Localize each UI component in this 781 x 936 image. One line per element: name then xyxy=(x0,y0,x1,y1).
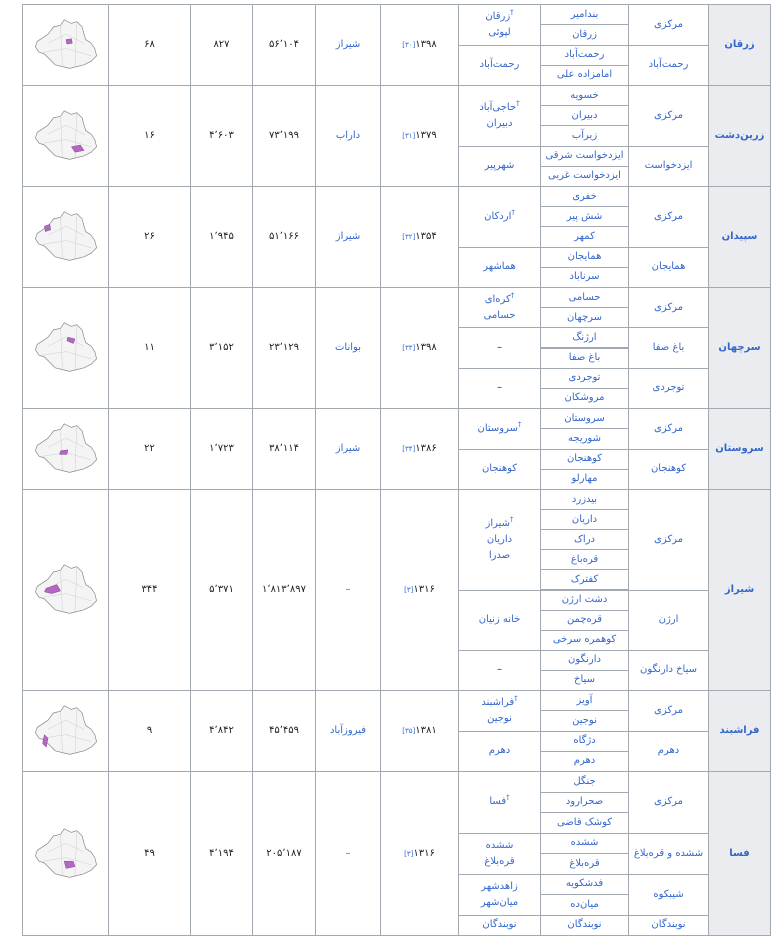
county-map xyxy=(22,4,109,86)
year-text: ۱۳۹۸ xyxy=(415,37,436,53)
district-cities[interactable] xyxy=(458,489,541,591)
district-cities[interactable] xyxy=(458,449,541,491)
density: ۳۴۴ xyxy=(108,489,191,691)
text-line[interactable]: میان‌شهر xyxy=(481,895,518,911)
rural-district[interactable]: قره‌چمن xyxy=(540,610,629,631)
district-name[interactable]: همایجان xyxy=(628,247,709,288)
province-center[interactable]: شیراز xyxy=(315,186,381,288)
text-line[interactable]: نوجین xyxy=(487,711,512,727)
province-center[interactable]: شیراز xyxy=(315,4,381,86)
area: ۱٬۹۴۵ xyxy=(190,186,253,288)
province-outline xyxy=(35,424,96,473)
text-line[interactable]: حاجی‌آباد† xyxy=(479,100,519,116)
area: ۱٬۷۲۳ xyxy=(190,408,253,490)
text-line[interactable]: ششده xyxy=(486,838,514,854)
rural-district[interactable]: مروشکان xyxy=(540,388,629,409)
population: ۵۶٬۱۰۴ xyxy=(252,4,316,86)
rural-district[interactable]: دژگاه xyxy=(540,731,629,752)
district-cities[interactable] xyxy=(458,287,541,328)
county-map xyxy=(22,408,109,490)
county-map xyxy=(22,85,109,187)
text-line[interactable]: لپوئی xyxy=(488,25,510,41)
text-line[interactable]: داریان xyxy=(487,532,512,548)
county-name[interactable]: سروستان xyxy=(708,408,771,490)
year-text: ۱۳۸۶ xyxy=(415,441,436,457)
rural-district[interactable]: شوریجه xyxy=(540,428,629,449)
rural-district[interactable]: دشت ارژن xyxy=(540,590,629,611)
text-line[interactable]: شیراز† xyxy=(485,516,513,532)
rural-district[interactable]: توجردی xyxy=(540,368,629,389)
district-cities[interactable] xyxy=(458,368,541,409)
county-name[interactable]: سپیدان xyxy=(708,186,771,288)
county-name[interactable]: فراشبند xyxy=(708,690,771,772)
county-map xyxy=(22,771,109,936)
population: ۵۱٬۱۶۶ xyxy=(252,186,316,288)
text-line[interactable]: – xyxy=(497,340,502,356)
district-name[interactable]: مرکزی xyxy=(628,408,709,450)
text-line[interactable]: دبیران xyxy=(487,116,513,132)
county-name[interactable]: شیراز xyxy=(708,489,771,691)
rural-district[interactable]: کفترک xyxy=(540,569,629,590)
district-name[interactable]: مرکزی xyxy=(628,4,709,46)
density: ۱۶ xyxy=(108,85,191,187)
text-line[interactable]: حسامی xyxy=(484,308,516,324)
rural-district[interactable]: مهارلو xyxy=(540,469,629,490)
text-line[interactable]: کره‌ای† xyxy=(485,292,515,308)
area: ۴٬۱۹۴ xyxy=(190,771,253,936)
district-name[interactable]: مرکزی xyxy=(628,690,709,732)
density: ۹ xyxy=(108,690,191,772)
district-cities[interactable] xyxy=(458,327,541,368)
district-name[interactable]: نوبندگان xyxy=(628,915,709,936)
rural-district[interactable]: جنگل xyxy=(540,771,629,793)
district-cities[interactable] xyxy=(458,731,541,773)
fars-province-map[interactable] xyxy=(30,702,102,760)
rural-district[interactable]: بیدزرد xyxy=(540,489,629,510)
district-cities[interactable] xyxy=(458,146,541,187)
text-line[interactable]: شهرپیر xyxy=(485,158,515,174)
rural-district[interactable]: سروستان xyxy=(540,408,629,429)
district-name[interactable]: مرکزی xyxy=(628,771,709,834)
district-cities[interactable] xyxy=(458,4,541,46)
density: ۴۹ xyxy=(108,771,191,936)
rural-district[interactable]: سیاخ xyxy=(540,670,629,691)
district-cities[interactable] xyxy=(458,45,541,87)
area: ۸۲۷ xyxy=(190,4,253,86)
district-name[interactable]: باغ صفا xyxy=(628,327,709,368)
district-name[interactable]: توجردی xyxy=(628,368,709,409)
rural-district[interactable]: کوهنجان xyxy=(540,449,629,470)
rural-district[interactable]: خسویه xyxy=(540,85,629,106)
year-established: [۳۳] ۱۳۹۸ xyxy=(380,287,459,409)
rural-district[interactable]: دبیران xyxy=(540,105,629,126)
rural-district[interactable]: سرناباد xyxy=(540,267,629,288)
population: ۲۰۵٬۱۸۷ xyxy=(252,771,316,936)
rural-district[interactable]: دارنگون xyxy=(540,650,629,671)
capital-marker: † xyxy=(518,420,522,428)
text-line[interactable]: صدرا xyxy=(489,548,510,564)
population: ۳۸٬۱۱۴ xyxy=(252,408,316,490)
capital-marker: † xyxy=(516,99,520,107)
text-line[interactable]: – xyxy=(497,662,502,678)
fars-province-map[interactable] xyxy=(30,319,102,377)
density: ۶۸ xyxy=(108,4,191,86)
rural-district[interactable]: زیرآب xyxy=(540,125,629,146)
province-center[interactable]: – xyxy=(315,771,381,936)
district-cities[interactable] xyxy=(458,915,541,936)
rural-district[interactable]: ایزدخواست شرقی xyxy=(540,146,629,167)
fars-province-map[interactable] xyxy=(30,208,102,266)
county-map xyxy=(22,690,109,772)
capital-marker: † xyxy=(510,8,514,16)
province-center[interactable]: شیراز xyxy=(315,408,381,490)
district-name[interactable]: شیبکوه xyxy=(628,874,709,916)
district-cities[interactable] xyxy=(458,771,541,834)
rural-district[interactable]: داریان xyxy=(540,509,629,530)
year-text: ۱۳۸۱ xyxy=(415,723,436,739)
district-cities[interactable] xyxy=(458,690,541,732)
province-outline xyxy=(35,565,96,614)
text-line[interactable]: هماشهر xyxy=(483,259,516,275)
year-established: [۳۴] ۱۳۸۶ xyxy=(380,408,459,490)
rural-district[interactable]: ارژنگ xyxy=(540,327,629,348)
province-outline xyxy=(35,20,96,69)
rural-district[interactable]: زرقان xyxy=(540,24,629,45)
density: ۲۶ xyxy=(108,186,191,288)
population: ۴۵٬۴۵۹ xyxy=(252,690,316,772)
district-cities[interactable] xyxy=(458,590,541,651)
district-name[interactable]: مرکزی xyxy=(628,489,709,591)
rural-district[interactable]: امامزاده علی xyxy=(540,65,629,86)
district-cities[interactable] xyxy=(458,833,541,875)
rural-district[interactable]: ششده xyxy=(540,833,629,855)
district-cities[interactable] xyxy=(458,874,541,916)
text-line[interactable]: نوبندگان xyxy=(482,917,516,933)
county-highlight xyxy=(66,39,72,44)
district-cities[interactable] xyxy=(458,247,541,288)
rural-district[interactable]: دهرم xyxy=(540,751,629,772)
province-outline xyxy=(35,111,96,160)
population: ۲۳٬۱۲۹ xyxy=(252,287,316,409)
county-name[interactable]: سرچهان xyxy=(708,287,771,409)
area: ۳٬۱۵۲ xyxy=(190,287,253,409)
area: ۵٬۳۷۱ xyxy=(190,489,253,691)
county-map xyxy=(22,287,109,409)
text-line[interactable]: زرقان† xyxy=(485,9,513,25)
rural-district[interactable]: میان‌ده xyxy=(540,894,629,916)
year-text: ۱۳۵۴ xyxy=(415,229,436,245)
year-established: [۳] ۱۳۱۶ xyxy=(380,771,459,936)
province-outline xyxy=(35,706,96,755)
year-established: [۳] ۱۳۱۶ xyxy=(380,489,459,691)
year-established: [۳۲] ۱۳۵۴ xyxy=(380,186,459,288)
rural-district[interactable]: باغ صفا xyxy=(540,348,629,369)
year-text: ۱۳۷۹ xyxy=(415,128,436,144)
text-line[interactable]: اردکان† xyxy=(484,209,515,225)
district-name[interactable]: ایزدخواست xyxy=(628,146,709,187)
fars-province-map[interactable] xyxy=(30,107,102,165)
rural-district[interactable]: نوجین xyxy=(540,710,629,731)
district-cities[interactable] xyxy=(458,408,541,450)
district-cities[interactable] xyxy=(458,186,541,248)
year-text: ۱۳۱۶ xyxy=(413,846,434,862)
rural-district[interactable]: خفری xyxy=(540,186,629,207)
province-outline xyxy=(35,323,96,372)
population: ۷۳٬۱۹۹ xyxy=(252,85,316,187)
rural-district[interactable]: قره‌بلاغ xyxy=(540,853,629,875)
province-outline xyxy=(35,828,96,877)
county-name[interactable]: فسا xyxy=(708,771,771,936)
rural-district[interactable]: بندامیر xyxy=(540,4,629,25)
district-name[interactable]: مرکزی xyxy=(628,186,709,248)
fars-province-map[interactable] xyxy=(30,825,102,883)
county-highlight xyxy=(59,450,67,455)
area: ۴٬۸۴۲ xyxy=(190,690,253,772)
text-line[interactable]: سروستان† xyxy=(477,421,521,437)
district-name[interactable]: دهرم xyxy=(628,731,709,773)
county-map xyxy=(22,186,109,288)
rural-district[interactable]: ایزدخواست غربی xyxy=(540,166,629,187)
district-cities[interactable] xyxy=(458,85,541,147)
fars-province-map[interactable] xyxy=(30,561,102,619)
province-outline xyxy=(35,212,96,261)
capital-marker: † xyxy=(511,208,515,216)
rural-district[interactable]: صحرارود xyxy=(540,792,629,814)
district-name[interactable]: سیاخ دارنگون xyxy=(628,650,709,691)
rural-district[interactable]: سرچهان xyxy=(540,307,629,328)
year-text: ۱۳۱۶ xyxy=(413,582,434,598)
county-name[interactable]: زرین‌دشت xyxy=(708,85,771,187)
fars-province-map[interactable] xyxy=(30,16,102,74)
year-text: ۱۳۹۸ xyxy=(415,340,436,356)
text-line[interactable]: قره‌بلاغ xyxy=(484,854,514,870)
province-center[interactable]: فیروزآباد xyxy=(315,690,381,772)
district-name[interactable]: مرکزی xyxy=(628,287,709,328)
rural-district[interactable]: کوشک قاضی xyxy=(540,812,629,834)
province-center[interactable]: داراب xyxy=(315,85,381,187)
province-center[interactable]: – xyxy=(315,489,381,691)
text-line[interactable]: – xyxy=(497,380,502,396)
rural-district[interactable]: فدشکویه xyxy=(540,874,629,896)
province-center[interactable]: بوانات xyxy=(315,287,381,409)
fars-province-map[interactable] xyxy=(30,420,102,478)
district-name[interactable]: ششده و قره‌بلاغ xyxy=(628,833,709,875)
text-line[interactable]: فسا† xyxy=(489,794,509,810)
text-line[interactable]: زاهدشهر xyxy=(481,879,518,895)
text-line[interactable]: دهرم xyxy=(489,743,510,759)
rural-district[interactable]: دراک xyxy=(540,529,629,550)
capital-marker: † xyxy=(510,515,514,523)
year-established: [۳۵] ۱۳۸۱ xyxy=(380,690,459,772)
rural-district[interactable]: کمهر xyxy=(540,226,629,247)
rural-district[interactable]: همایجان xyxy=(540,247,629,268)
district-name[interactable]: مرکزی xyxy=(628,85,709,147)
district-name[interactable]: رحمت‌آباد xyxy=(628,45,709,87)
rural-district[interactable]: کوهمره سرخی xyxy=(540,630,629,651)
rural-district[interactable]: آویز xyxy=(540,690,629,711)
year-established: [۳۱] ۱۳۷۹ xyxy=(380,85,459,187)
text-line[interactable]: فراشبند† xyxy=(481,695,517,711)
text-line[interactable]: خانه زنیان xyxy=(479,612,521,628)
district-name[interactable]: کوهنجان xyxy=(628,449,709,491)
area: ۴٬۶۰۳ xyxy=(190,85,253,187)
county-name[interactable]: زرقان xyxy=(708,4,771,86)
text-line[interactable]: رحمت‌آباد xyxy=(480,57,520,73)
capital-marker: † xyxy=(511,291,515,299)
density: ۲۲ xyxy=(108,408,191,490)
year-established: [۳۰] ۱۳۹۸ xyxy=(380,4,459,86)
rural-district[interactable]: قره‌باغ xyxy=(540,549,629,570)
density: ۱۱ xyxy=(108,287,191,409)
population: ۱٬۸۱۳٬۸۹۷ xyxy=(252,489,316,691)
county-map xyxy=(22,489,109,691)
capital-marker: † xyxy=(514,694,518,702)
rural-district[interactable]: حسامی xyxy=(540,287,629,308)
district-cities[interactable] xyxy=(458,650,541,691)
rural-district[interactable]: رحمت‌آباد xyxy=(540,45,629,66)
rural-district[interactable]: شش پیر xyxy=(540,206,629,227)
district-name[interactable]: ارژن xyxy=(628,590,709,651)
capital-marker: † xyxy=(506,794,510,802)
rural-district[interactable]: نوبندگان xyxy=(540,915,629,936)
text-line[interactable]: کوهنجان xyxy=(482,461,517,477)
